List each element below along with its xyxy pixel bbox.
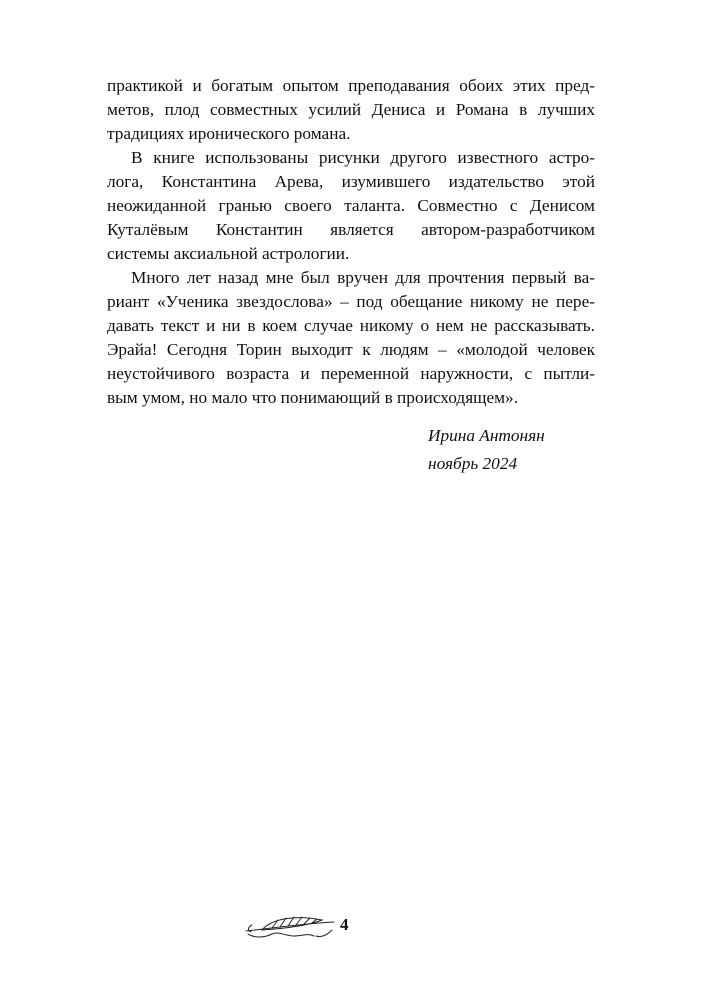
text-line: традициях иронического романа. [107,124,351,143]
signature-date: ноябрь 2024 [428,454,518,473]
text-line: лога, Константина Арева, изумившего издательство этой [107,172,595,191]
text-line: давать текст и ни в коем случае никому о нем не рассказывать. [107,316,595,335]
page-number: 4 [340,915,349,934]
text-line: В книге использованы рисунки другого известного астро- [131,148,595,167]
text-line: риант «Ученика звездослова» – под обещание никому не пере- [107,292,595,311]
signature-author: Ирина Антонян [428,426,545,445]
text-line: Много лет назад мне был вручен для прочтения первый ва- [131,268,595,287]
text-line: Эрайа! Сегодня Торин выходит к людям – «молодой человек [107,340,595,359]
feather-icon [242,912,342,942]
text-line: неожиданной гранью своего таланта. Совместно с Денисом [107,196,595,215]
text-line: Куталёвым Константин является автором-разработчиком [107,220,595,239]
text-line: метов, плод совместных усилий Дениса и Романа в лучших [107,100,595,119]
text-line: неустойчивого возраста и переменной наружности, с пытли- [107,364,595,383]
text-line: практикой и богатым опытом преподавания обоих этих пред- [107,76,595,95]
text-line: вым умом, но мало что понимающий в происходящем». [107,388,519,407]
text-line: системы аксиальной астрологии. [107,244,350,263]
